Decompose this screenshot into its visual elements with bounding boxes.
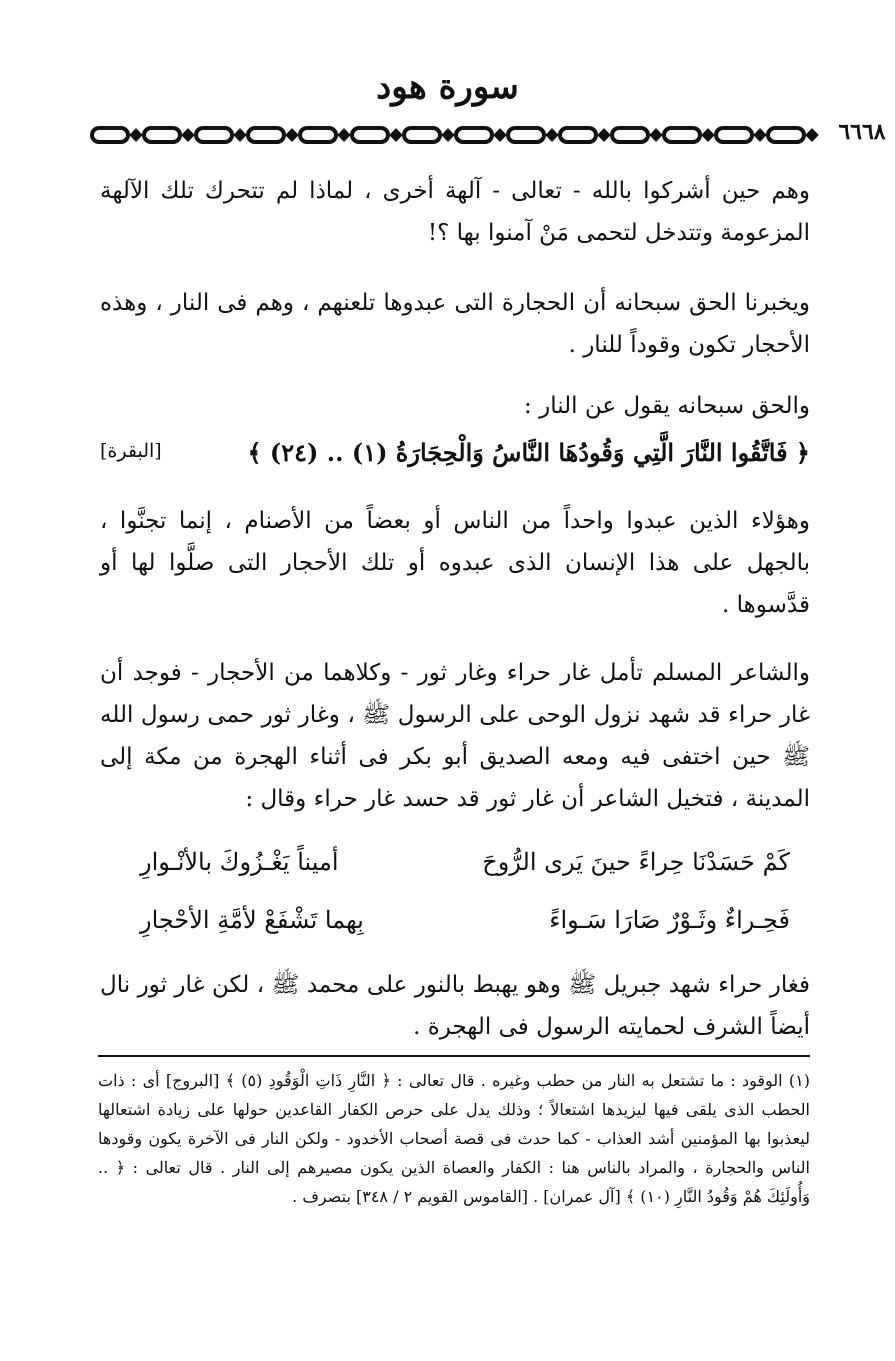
ornament-link bbox=[456, 128, 492, 142]
paragraph-2 bbox=[100, 282, 810, 366]
ornament-link bbox=[768, 128, 804, 142]
ornament-diamond bbox=[340, 131, 348, 139]
ornament-diamond bbox=[496, 131, 504, 139]
paragraph-5-text: والشاعر المسلم تأمل غار حراء وغار ثور - وكلاهما من الأحجار - فوجد أن غار حراء قد شهد نزول الوحى على الرسول ﷺ ، وغار ثور حمى رسول الله ﷺ حين اختفى فيه ومعه الصديق أبو بكر فى أثناء الهجرة من مكة إلى المدينة ، فتخيل الشاعر أن غار ثور قد حسد غار حراء وقال : bbox=[100, 660, 810, 812]
poem-hemistich-left: أميناً يَغْـزُوكَ بالأنْـوارِ bbox=[140, 848, 339, 876]
paragraph-6-text: فغار حراء شهد جبريل ﷺ وهو يهبط بالنور على محمد ﷺ ، لكن غار ثور نال أيضاً الشرف لحمايته الرسول فى الهجرة . bbox=[100, 972, 810, 1040]
poem-verse-1 bbox=[100, 848, 810, 898]
quran-verse: ﴿ فَاتَّقُوا النَّارَ الَّتِي وَقُودُهَا النَّاسُ وَالْحِجَارَةُ (١) .. (٢٤) ﴾ bbox=[247, 438, 810, 467]
ornament-diamond bbox=[184, 131, 192, 139]
ornament-link bbox=[716, 128, 752, 142]
ornament-link bbox=[404, 128, 440, 142]
paragraph-3-text: والحق سبحانه يقول عن النار : bbox=[524, 393, 810, 419]
ornament-link bbox=[612, 128, 648, 142]
ornament-diamond bbox=[704, 131, 712, 139]
ornament-link bbox=[352, 128, 388, 142]
ornament-diamond bbox=[444, 131, 452, 139]
ornament-link bbox=[560, 128, 596, 142]
page-number: ٦٦٦٨ bbox=[838, 119, 886, 145]
paragraph-4-text: وهؤلاء الذين عبدوا واحداً من الناس أو بعضاً من الأصنام ، إنما تجنَّوا ، بالجهل على هذا الإنسان الذى عبدوه أو تلك الأحجار التى صلَّوا لها أو قدَّسوها . bbox=[100, 508, 810, 618]
ornament-diamond bbox=[600, 131, 608, 139]
footnote-separator bbox=[98, 1055, 810, 1057]
header-ornament-border bbox=[90, 124, 832, 146]
poem-hemistich-right: فَحِـراءٌ وثَـوْرٌ صَارَا سَـواءً bbox=[549, 906, 790, 934]
ornament-link bbox=[144, 128, 180, 142]
paragraph-2-text: ويخبرنا الحق سبحانه أن الحجارة التى عبدوها تلعنهم ، وهم فى النار ، وهذه الأحجار تكون وقوداً للنار . bbox=[100, 290, 810, 358]
paragraph-1-text: وهم حين أشركوا بالله - تعالى - آلهة أخرى ، لماذا لم تتحرك تلك الآلهة المزعومة وتتدخل لتحمى مَنْ آمنوا بها ؟! bbox=[100, 178, 810, 246]
surah-title: سورة هود bbox=[376, 67, 519, 107]
ornament-diamond bbox=[392, 131, 400, 139]
paragraph-5 bbox=[100, 652, 810, 820]
footnote: (١) الوقود : ما تشتعل به النار من حطب وغيره . قال تعالى : ﴿ النَّارِ ذَاتِ الْوَقُودِ (٥) ﴾ [البروج] أى : ذات الحطب الذى يلقى فيها ليزيدها اشتعالاً ؛ وذلك يدل على حرص الكفار القاعدين حولها على زيادة اشتعالها ليعذبوا بها المؤمنين أشد العذاب - كما حدث فى قصة أصحاب الأخدود - ولكن النار فى الآخرة يكون وقودها الناس والحجارة ، والمراد بالناس هنا : الكفار والعصاة الذين يكون مصيرهم إلى النار . قال تعالى : ﴿ .. وَأُولَئِكَ هُمْ وَقُودُ النَّارِ (١٠) ﴾ [آل عمران] . [القاموس القويم ٢ / ٣٤٨] بتصرف . bbox=[98, 1071, 810, 1206]
ornament-diamond bbox=[808, 131, 816, 139]
ornament-link bbox=[196, 128, 232, 142]
paragraph-4 bbox=[100, 500, 810, 626]
ornament-link bbox=[664, 128, 700, 142]
paragraph-1 bbox=[100, 170, 810, 254]
ornament-diamond bbox=[288, 131, 296, 139]
quran-reference: [البقرة] bbox=[100, 440, 162, 462]
ornament-diamond bbox=[652, 131, 660, 139]
paragraph-6 bbox=[100, 964, 810, 1048]
paragraph-3 bbox=[100, 385, 810, 427]
poem-verse-2 bbox=[100, 906, 810, 956]
ornament-diamond bbox=[132, 131, 140, 139]
ornament-diamond bbox=[236, 131, 244, 139]
poem-hemistich-right: كَمْ حَسَدْنَا حِراءً حينَ يَرى الرُّوحَ bbox=[482, 848, 790, 876]
ornament-link bbox=[248, 128, 284, 142]
ornament-link bbox=[300, 128, 336, 142]
quran-quote bbox=[100, 438, 810, 478]
ornament-diamond bbox=[756, 131, 764, 139]
poem-hemistich-left: بِهما تَشْفَعْ لأمَّةِ الأحْجارِ bbox=[140, 906, 364, 934]
ornament-link bbox=[92, 128, 128, 142]
ornament-link bbox=[508, 128, 544, 142]
ornament-diamond bbox=[548, 131, 556, 139]
